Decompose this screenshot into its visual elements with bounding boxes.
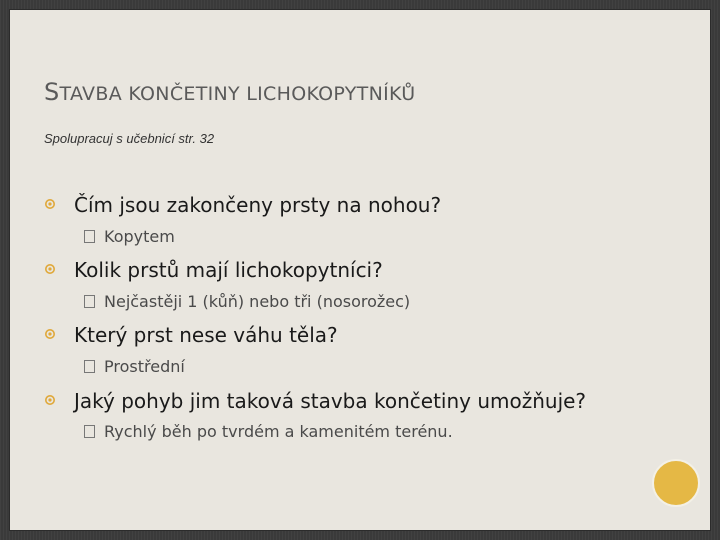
question-text: Který prst nese váhu těla? [74,323,338,347]
sun-bullet-icon [44,328,56,340]
decorative-circle [652,459,700,507]
sun-bullet-icon [44,394,56,406]
answer-text: Prostřední [104,357,185,376]
answer-text: Rychlý běh po tvrdém a kamenitém terénu. [104,422,453,441]
slide [10,10,710,530]
slide-subtitle: Spolupracuj s učebnicí str. 32 [44,131,215,146]
square-bullet-icon [84,230,95,243]
question-text: Jaký pohyb jim taková stavba končetiny umožňuje? [74,389,587,413]
answer-item [84,292,410,311]
square-bullet-icon [84,360,95,373]
slide-title: STAVBA KONČETINY LICHOKOPYTNÍKŮ [44,78,416,106]
answer-item [84,227,175,246]
sun-bullet-icon [44,263,56,275]
answer-item [84,422,453,441]
answer-text: Kopytem [104,227,175,246]
question-text: Kolik prstů mají lichokopytníci? [74,258,383,282]
square-bullet-icon [84,425,95,438]
answer-item [84,357,185,376]
square-bullet-icon [84,295,95,308]
sun-bullet-icon [44,198,56,210]
question-text: Čím jsou zakončeny prsty na nohou? [74,193,442,217]
answer-text: Nejčastěji 1 (kůň) nebo tři (nosorožec) [104,292,411,311]
